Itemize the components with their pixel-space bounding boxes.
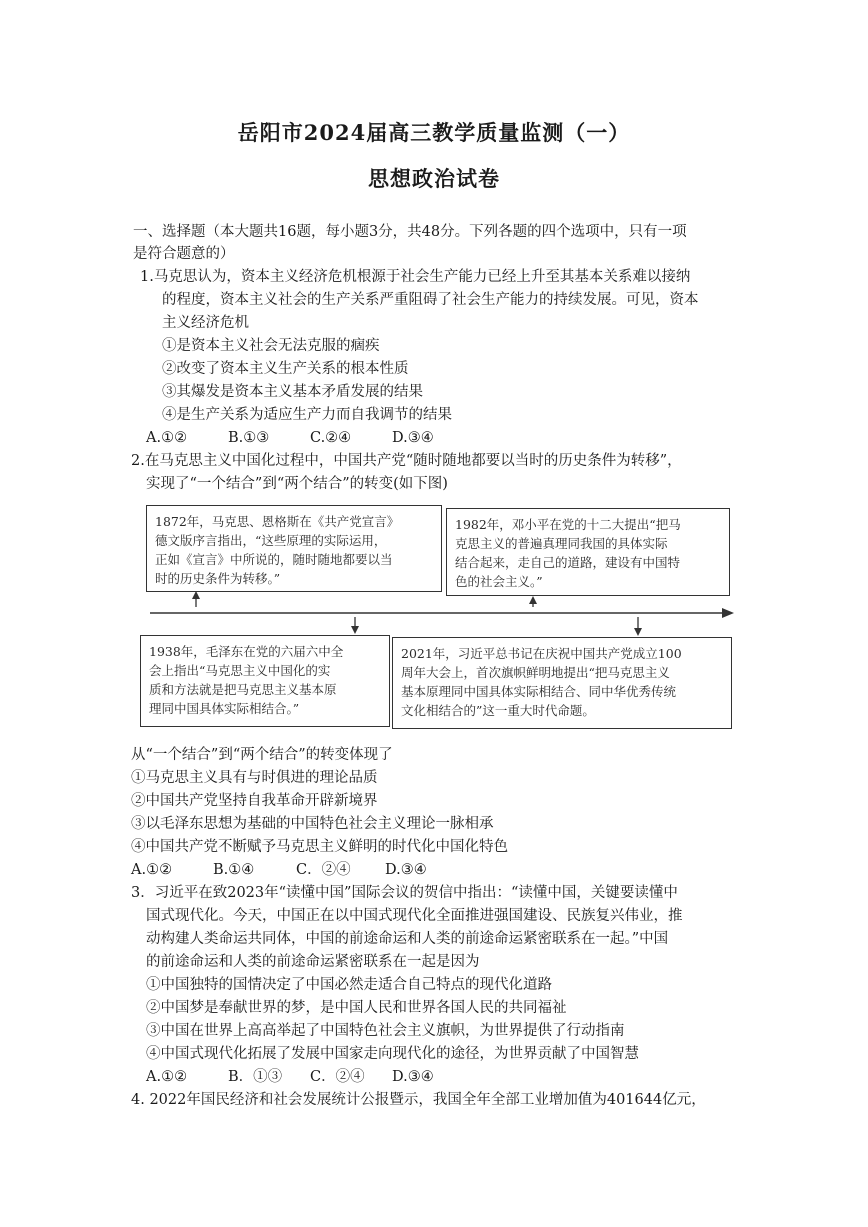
q1-choice-c: C.②④ bbox=[310, 430, 352, 446]
q2-item-1: ①马克思主义具有与时俱进的理论品质 bbox=[131, 770, 378, 786]
timeline-box-2021 bbox=[392, 637, 732, 729]
q1-choice-d: D.③④ bbox=[392, 430, 434, 446]
q2-item-3: ③以毛泽东思想为基础的中国特色社会主义理论一脉相承 bbox=[131, 816, 494, 832]
page-subtitle: 思想政治试卷 bbox=[368, 166, 500, 191]
q1-item-4: ④是生产关系为适应生产力而自我调节的结果 bbox=[162, 407, 452, 423]
q3-item-4: ④中国式现代化拓展了发展中国家走向现代化的途径，为世界贡献了中国智慧 bbox=[146, 1046, 639, 1062]
q3-choice-d: D.③④ bbox=[392, 1069, 434, 1085]
q2-choice-d: D.③④ bbox=[385, 862, 427, 878]
arrow-1872-head bbox=[192, 591, 200, 599]
q3-stem-line-2: 国式现代化。今天，中国正在以中国式现代化全面推进强国建设、民族复兴伟业，推 bbox=[146, 908, 683, 924]
q3-item-3: ③中国在世界上高高举起了中国特色社会主义旗帜，为世界提供了行动指南 bbox=[146, 1023, 625, 1039]
arrow-1982-head bbox=[529, 596, 537, 604]
q3-choice-c: C．②④ bbox=[310, 1069, 365, 1085]
q1-stem-line-1: 1.马克思认为，资本主义经济危机根源于社会生产能力已经上升至其基本关系难以接纳 bbox=[140, 269, 691, 285]
box-2021-line-3: 基本原理同中国具体实际相结合、同中华优秀传统 bbox=[401, 684, 677, 699]
q1-choice-b: B.①③ bbox=[228, 430, 270, 446]
q3-stem-line-4: 的前途命运和人类的前途命运紧密联系在一起是因为 bbox=[146, 954, 480, 970]
timeline-box-1938 bbox=[140, 635, 390, 727]
box-2021-line-1: 2021年，习近平总书记在庆祝中国共产党成立100 bbox=[401, 646, 682, 661]
q2-stem-line-2: 实现了“一个结合”到“两个结合”的转变(如下图) bbox=[146, 476, 448, 492]
q3-stem-line-1: 3．习近平在致2023年“读懂中国”国际会议的贺信中指出：“读懂中国，关键要读懂中 bbox=[131, 885, 678, 901]
arrow-1938-head bbox=[351, 626, 359, 634]
box-1982-line-2: 克思主义的普遍真理同我国的具体实际 bbox=[455, 536, 668, 551]
q3-choice-b: B．①③ bbox=[228, 1069, 283, 1085]
box-1982-line-1: 1982年，邓小平在党的十二大提出“把马 bbox=[455, 517, 681, 532]
page-title: 岳阳市2024届高三教学质量监测（一） bbox=[237, 120, 631, 145]
box-1872-line-3: 正如《宣言》中所说的，随时随地都要以当 bbox=[155, 552, 393, 567]
box-1872-line-4: 时的历史条件为转移。” bbox=[155, 571, 281, 586]
box-1872-line-2: 德文版序言指出，“这些原理的实际运用， bbox=[155, 533, 387, 548]
arrow-2021-head bbox=[634, 628, 642, 636]
box-1938-line-4: 理同中国具体实际相结合。” bbox=[149, 701, 300, 716]
box-1982-line-4: 色的社会主义。” bbox=[455, 574, 543, 589]
q1-stem-line-3: 主义经济危机 bbox=[162, 315, 249, 331]
q2-choice-c: C．②④ bbox=[296, 862, 351, 878]
q2-choice-a: A.①② bbox=[131, 862, 173, 878]
q1-item-1: ①是资本主义社会无法克服的痼疾 bbox=[162, 338, 380, 354]
section-header-line-1: 一、选择题（本大题共16题，每小题3分，共48分。下列各题的四个选项中，只有一项 bbox=[133, 224, 687, 240]
q2-choice-b: B.①④ bbox=[213, 862, 255, 878]
box-2021-line-2: 周年大会上，首次旗帜鲜明地提出“把马克思主义 bbox=[401, 665, 670, 680]
box-1938-line-2: 会上指出“马克思主义中国化的实 bbox=[149, 663, 331, 678]
box-1872-line-1: 1872年，马克思、恩格斯在《共产党宣言》 bbox=[155, 514, 400, 529]
q4-stem-line-1: 4. 2022年国民经济和社会发展统计公报暨示，我国全年全部工业增加值为401644亿元， bbox=[131, 1092, 706, 1108]
q1-item-3: ③其爆发是资本主义基本矛盾发展的结果 bbox=[162, 384, 423, 400]
box-2021-line-4: 文化相结合的”这一重大时代命题。 bbox=[401, 703, 595, 718]
box-1938-line-1: 1938年，毛泽东在党的六届六中全 bbox=[149, 644, 344, 659]
box-1982-line-3: 结合起来，走自己的道路，建设有中国特 bbox=[455, 555, 681, 570]
q3-item-1: ①中国独特的国情决定了中国必然走适合自己特点的现代化道路 bbox=[146, 977, 552, 993]
q2-after-text: 从“一个结合”到“两个结合”的转变体现了 bbox=[131, 747, 393, 763]
q3-choice-a: A.①② bbox=[146, 1069, 188, 1085]
q2-item-2: ②中国共产党坚持自我革命开辟新境界 bbox=[131, 793, 378, 809]
q3-stem-line-3: 动构建人类命运共同体，中国的前途命运和人类的前途命运紧密联系在一起。”中国 bbox=[146, 931, 669, 947]
q2-stem-line-1: 2.在马克思主义中国化过程中，中国共产党“随时随地都要以当时的历史条件为转移”， bbox=[131, 453, 682, 469]
q1-choice-a: A.①② bbox=[146, 430, 188, 446]
timeline-arrowhead bbox=[722, 608, 734, 618]
timeline-box-1872 bbox=[146, 505, 442, 592]
q2-item-4: ④中国共产党不断赋予马克思主义鲜明的时代化中国化特色 bbox=[131, 839, 508, 855]
q1-item-2: ②改变了资本主义生产关系的根本性质 bbox=[162, 361, 409, 377]
timeline-box-1982 bbox=[446, 508, 730, 596]
section-header-line-2: 是符合题意的） bbox=[133, 246, 235, 262]
box-1938-line-3: 质和方法就是把马克思主义基本原 bbox=[149, 682, 337, 697]
q3-item-2: ②中国梦是奉献世界的梦，是中国人民和世界各国人民的共同福祉 bbox=[146, 1000, 567, 1016]
q1-stem-line-2: 的程度，资本主义社会的生产关系严重阻碍了社会生产能力的持续发展。可见，资本 bbox=[162, 292, 699, 308]
